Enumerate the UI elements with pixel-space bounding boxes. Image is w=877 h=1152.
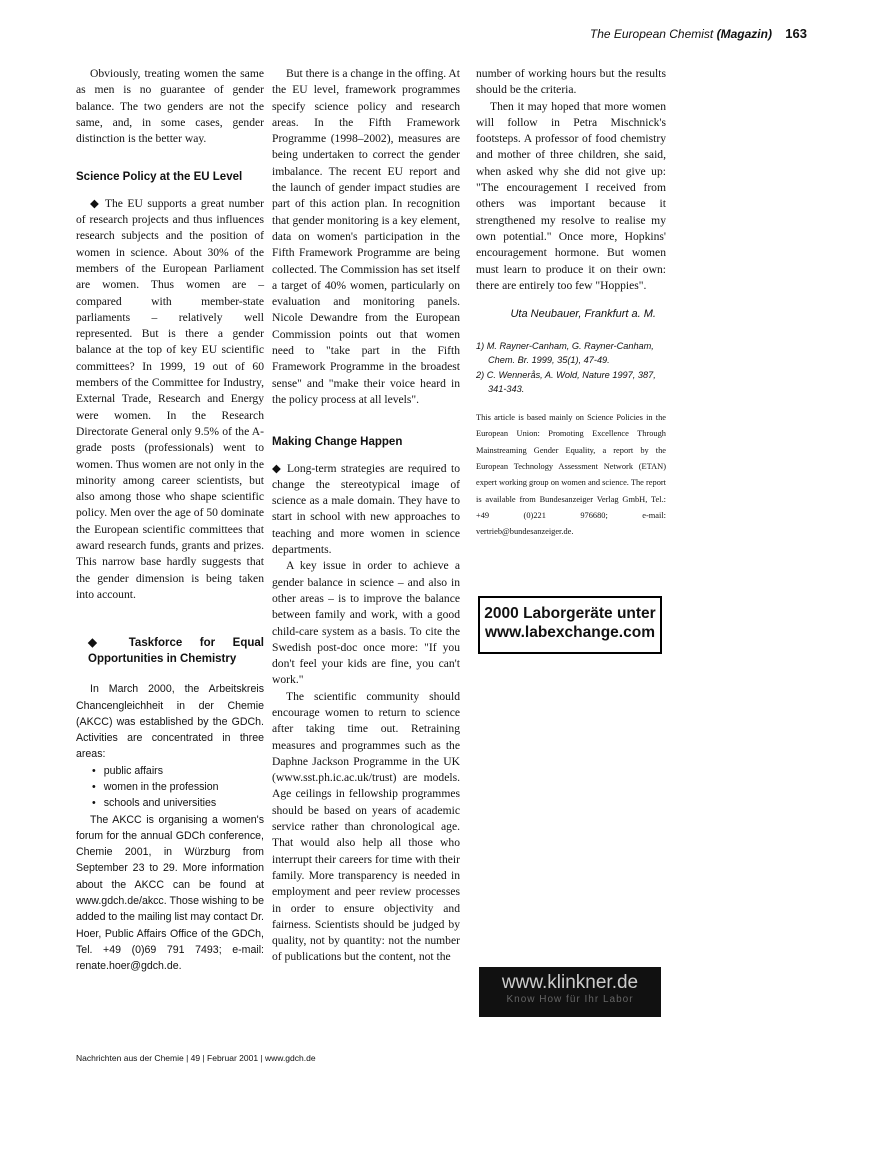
reference: 1) M. Rayner-Canham, G. Rayner-Canham, Chem. Br. 1999, 35(1), 47-49. (476, 341, 654, 365)
sidebar-box (76, 635, 264, 974)
page-footer: Nachrichten aus der Chemie | 49 | Februar 2001 | www.gdch.de (76, 1053, 316, 1063)
paragraph: Then it may hoped that more women will follow in Petra Mischnick's footsteps. A professor of food chemistry and mother of three children, she said, when asked why she did not give up: "The encouragement I received from others was important because it strengthened my resolve to realise my own potential." Once more, Hopkins' encouragement hormone. But women must learn to produce it on their own: there are entirely too few "Hoppies". (476, 99, 666, 292)
journal-name: The European Chemist (589, 27, 714, 41)
reference: 2) C. Wennerås, A. Wold, Nature 1997, 387, 341-343. (476, 370, 656, 394)
labexchange-ad[interactable]: 2000 Laborgeräte unter www.labexchange.com (478, 596, 662, 654)
author-signature: Uta Neubauer, Frankfurt a. M. (510, 308, 656, 321)
references (476, 340, 666, 396)
section-heading: Making Change Happen (272, 436, 403, 449)
list-item: • women in the profession (92, 779, 264, 795)
box-list (76, 763, 264, 812)
ad-url: www.klinkner.de (501, 972, 639, 993)
page-number: 163 (785, 26, 807, 41)
section-heading: Science Policy at the EU Level (76, 171, 243, 184)
column-3 (476, 66, 666, 541)
paragraph: ◆ The EU supports a great number of research projects and thus influences research subjects and the position of women in science. About 30% of the members of the European Parliament are women. Thus women are – compared with member-state parliaments – relatively well represented. But is there a gender balance at the top of key EU scientific committees? In 1999, 19 out of 60 members of the Committee for Industry, External Trade, Research and Energy were women. In the Research Directorate General only 9.5% of the A-grade posts (professionals) went to women. Thus women are not only in the minority among career scientists, but also among those who shape scientific policy. Men over the age of 50 dominate the European scientific committees that award research funds, grants and prizes. This narrow base hardly suggests that the gender dimension is being taken into account. (76, 196, 264, 601)
paragraph: A key issue in order to achieve a gender balance in science – and also in other areas – is to improve the balance between family and work, with a good child-care system as a basis. To cite the Swedish post-doc once more: "If you don't feel your kids are fine, you can't work." (272, 559, 460, 687)
box-paragraph: The AKCC is organising a women's forum for the annual GDCh conference, Chemie 2001, in Würzburg from September 23 to 29. More information about the AKCC can be found at www.gdch.de/akcc. Those wishing to be added to the mailing list may contact Dr. Hoer, Public Affairs Office of the GDCh, Tel. +49 (0)69 791 7493; e-mail: renate.hoer@gdch.de. (76, 813, 264, 973)
paragraph: The scientific community should encourage women to return to science after taking time out. Retraining measures and programmes such as the Daphne Jackson Programme in the UK (www.sst.ph.ic.ac.uk/trust) are models. Age ceilings in fellowship programmes should be based on years of academic service rather than chronological age. That would also help all those who interrupt their careers for time with their family. More transparency is needed in employment and peer review processes in order to ensure objectivity and fairness. Scientists should be judged by quality, not by quantity: not the number of publications but the content, not the (272, 689, 460, 964)
column-1 (76, 66, 264, 975)
paragraph: Obviously, treating women the same as men is no guarantee of gender balance. The two genders are not the same, and, in some cases, gender distinction is the better way. (76, 67, 264, 146)
paragraph: But there is a change in the offing. At the EU level, framework programmes specify science policy and research areas. In the Fifth Framework Programme (1998–2002), measures are being undertaken to correct the gender imbalance. The recent EU report and the launch of gender impact studies are part of this action plan. In recognition that gender monitoring is a key element, data on women's participation in the Fifth Framework Programme are being collected. The Commission has set itself a target of 40% women, particularly on evaluation and monitoring panels. Nicole Dewandre from the European Commission points out that women need to "take part in the Fifth Framework Programme in the broadest sense" and "make their voice heard in the policy process at all levels". (272, 67, 460, 406)
box-paragraph: In March 2000, the Arbeitskreis Chancengleichheit in der Chemie (AKCC) was established by the GDCh. Activities are concentrated in three areas: (76, 683, 264, 761)
running-header (590, 26, 807, 41)
list-item: • schools and universities (92, 795, 264, 811)
ad-tagline: Know How für Ihr Labor (506, 994, 634, 1005)
magazine-label: (Magazin) (716, 27, 772, 41)
source-note: This article is based mainly on Science Policies in the European Union: Promoting Excellence Through Mainstreaming Gender Equality, a report by the European Technology Assessment Network (ETAN) expert working group on women and science. The report is available from Bundesanzeiger Verlag GmbH, Tel.: +49 (0)221 976680; e-mail: vertrieb@bundesanzeiger.de. (476, 413, 666, 537)
klinkner-ad[interactable] (479, 967, 661, 1017)
paragraph: number of working hours but the results should be the criteria. (476, 67, 666, 97)
list-item: • public affairs (92, 763, 264, 779)
box-title: ◆ Taskforce for Equal Opportunities in Chemistry (88, 637, 264, 666)
column-2 (272, 66, 460, 966)
paragraph: ◆ Long-term strategies are required to change the stereotypical image of science as a male domain. They have to start in school with new approaches to teaching and more women in science departments. (272, 461, 460, 557)
